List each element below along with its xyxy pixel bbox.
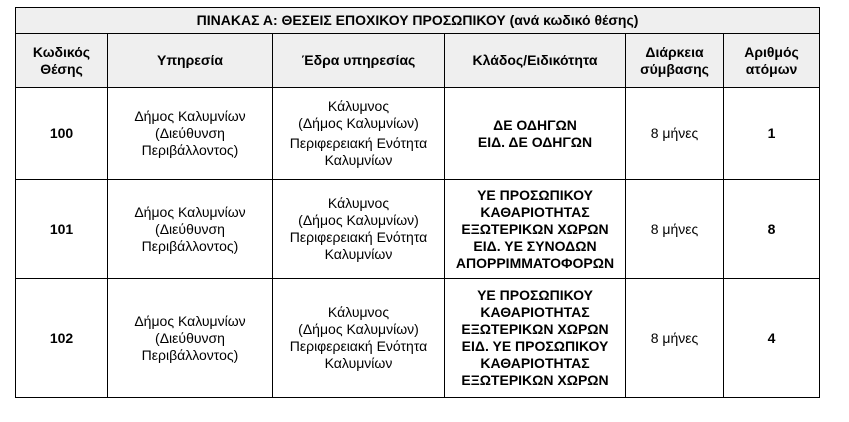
position-code-cell: 100 [16,88,108,180]
specialty-line: ΕΙΔ. ΔΕ ΟΔΗΓΩΝ [477,133,593,150]
specialty-cell [445,88,626,180]
duration-cell: 8 μήνες [626,88,724,180]
seat-cell [273,279,445,398]
seat-line: Περιφερειακή Ενότητα [289,135,428,151]
service-cell [108,88,273,180]
seat-cell [273,88,445,180]
seat-line: Καλυμνίων [324,152,393,168]
service-line: Δήμος Καλυμνίων [134,203,246,220]
header-code-line: Θέσης [40,60,83,77]
specialty-line: ΚΑΘΑΡΙΟΤΗΤΑΣ [480,304,590,320]
header-code-line: Κωδικός [32,43,91,60]
seat-line: Κάλυμνος [327,98,390,114]
service-line: Περιβάλλοντος) [141,142,239,158]
position-code-cell: 101 [16,180,108,279]
specialty-line: ΥΕ ΠΡΟΣΩΠΙΚΟΥ [477,287,593,303]
service-line: Δήμος Καλυμνίων [134,108,246,124]
specialty-line: ΕΞΩΤΕΡΙΚΩΝ ΧΩΡΩΝ [461,321,609,337]
service-line: (Διεύθυνση [155,125,225,141]
seat-line: (Δήμος Καλυμνίων) [298,321,419,337]
specialty-line: ΕΙΔ. ΥΕ ΠΡΟΣΩΠΙΚΟΥ [461,338,609,354]
persons-cell: 1 [724,88,820,180]
seat-line: Καλυμνίων [324,355,393,371]
header-service: Υπηρεσία [108,34,273,88]
service-line: (Διεύθυνση [155,329,225,346]
header-code [16,34,108,88]
service-line: Περιβάλλοντος) [141,346,239,363]
service-line: (Διεύθυνση [155,220,225,237]
position-code-cell: 102 [16,279,108,398]
persons-cell: 4 [724,279,820,398]
header-duration [626,34,724,88]
seasonal-staff-table [15,7,820,398]
table-row [16,88,820,180]
seat-line: Καλυμνίων [324,246,393,262]
specialty-line: ΑΠΟΡΡΙΜΜΑΤΟΦΟΡΩΝ [455,254,615,271]
header-specialty: Κλάδος/Ειδικότητα [445,34,626,88]
specialty-line: ΕΙΔ. ΥΕ ΣΥΝΟΔΩΝ [473,237,597,254]
table-title: ΠΙΝΑΚΑΣ Α: ΘΕΣΕΙΣ ΕΠΟΧΙΚΟΥ ΠΡΟΣΩΠΙΚΟΥ (ανά κωδικό θέσης) [16,8,820,34]
seat-line: Κάλυμνος [327,195,390,211]
seat-cell [273,180,445,279]
header-persons-line: ατόμων [745,60,798,77]
specialty-line: ΕΞΩΤΕΡΙΚΩΝ ΧΩΡΩΝ [461,220,609,237]
header-persons [724,34,820,88]
specialty-cell [445,180,626,279]
header-persons-line: Αριθμός [744,43,799,60]
specialty-line: ΚΑΘΑΡΙΟΤΗΤΑΣ [480,203,590,220]
specialty-line: ΔΕ ΟΔΗΓΩΝ [493,116,577,133]
seat-line: Κάλυμνος [327,304,390,320]
seat-line: Περιφερειακή Ενότητα [289,229,428,245]
table-row [16,279,820,398]
header-duration-line: Διάρκεια [645,43,704,60]
header-seat: Έδρα υπηρεσίας [273,34,445,88]
specialty-line: ΥΕ ΠΡΟΣΩΠΙΚΟΥ [477,186,593,203]
specialty-line: ΚΑΘΑΡΙΟΤΗΤΑΣ [480,355,590,371]
duration-cell: 8 μήνες [626,180,724,279]
seat-line: (Δήμος Καλυμνίων) [298,212,419,228]
specialty-cell [445,279,626,398]
header-duration-line: σύμβασης [640,60,709,77]
duration-cell: 8 μήνες [626,279,724,398]
table-row [16,180,820,279]
service-line: Δήμος Καλυμνίων [134,312,246,329]
seat-line: Περιφερειακή Ενότητα [289,338,428,354]
seat-line: (Δήμος Καλυμνίων) [298,115,419,131]
specialty-line: ΕΞΩΤΕΡΙΚΩΝ ΧΩΡΩΝ [461,372,609,388]
service-line: Περιβάλλοντος) [141,237,239,254]
service-cell [108,180,273,279]
service-cell [108,279,273,398]
persons-cell: 8 [724,180,820,279]
